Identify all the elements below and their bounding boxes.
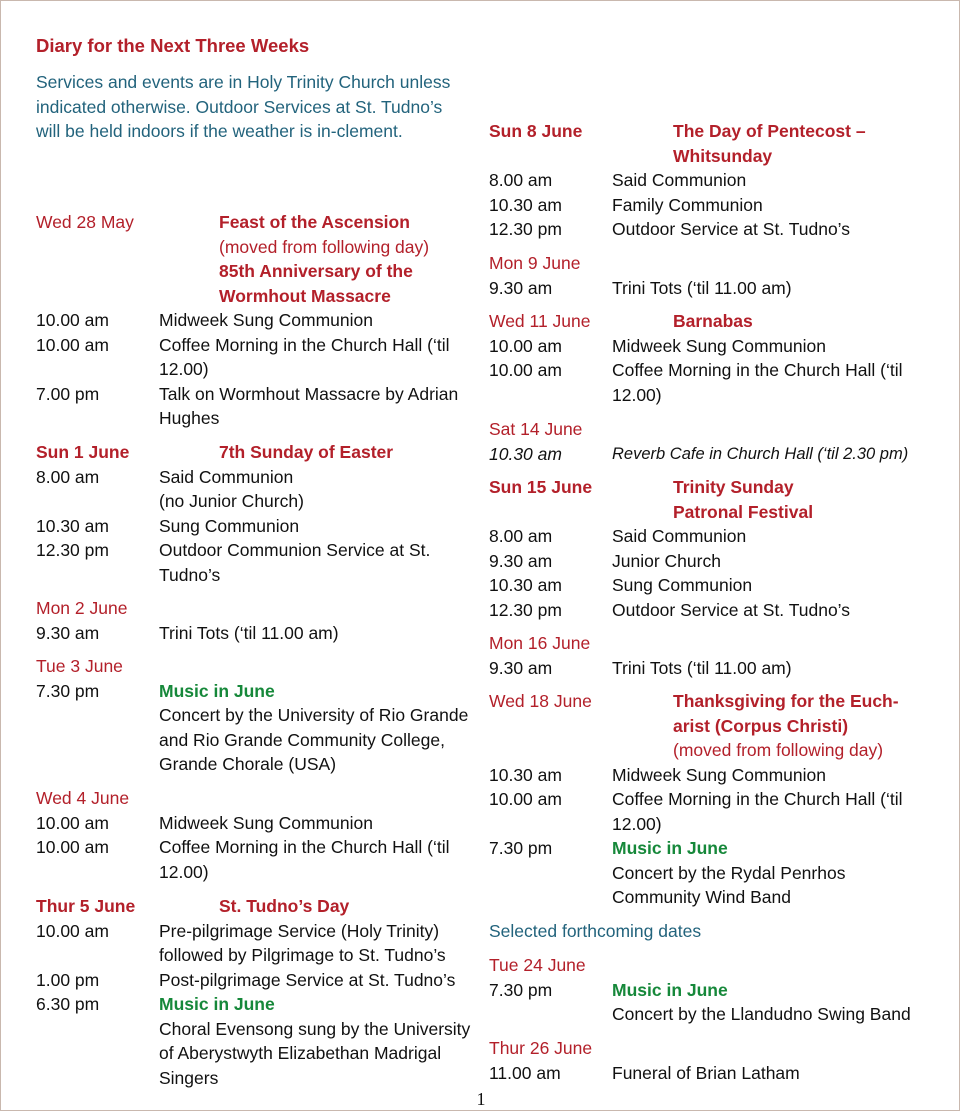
time: 12.30 pm [36, 540, 109, 560]
intro-text: Services and events are in Holy Trinity Church unless indicated otherwise. Outdoor Services at St. Tudno’s will be held indoors if the weather is in-clement. [36, 72, 451, 141]
entry-mon-16-june [489, 631, 934, 680]
selected-forthcoming-heading: Selected forthcoming dates [489, 921, 702, 941]
entry-thur-5-june [36, 894, 476, 1090]
time: 7.30 pm [489, 838, 553, 858]
event-desc: Concert by the Rydal Penrhos Community Wind Band [612, 862, 846, 907]
event-desc: Funeral of Brian Latham [612, 1062, 800, 1083]
event-desc: Talk on Wormhout Massacre by Adrian Hughes [159, 383, 459, 428]
event-title: Patronal Festival [673, 501, 814, 522]
time: 10.00 am [36, 334, 109, 355]
time: 10.00 am [36, 310, 109, 330]
event-desc: Reverb Cafe in Church Hall (‘til 2.30 pm) [612, 444, 909, 463]
page-number: 1 [476, 1089, 486, 1109]
event-desc: Coffee Morning in the Church Hall (‘til 12.00) [612, 360, 903, 405]
time: 8.00 am [489, 170, 553, 190]
day-label: Mon 16 June [489, 633, 591, 653]
time: 10.30 am [36, 515, 109, 536]
event-note: (moved from following day) [673, 740, 884, 760]
day-label: Wed 18 June [489, 691, 592, 711]
time: 10.00 am [489, 789, 562, 809]
day-label: Tue 24 June [489, 955, 586, 975]
entry-mon-9-june [489, 251, 934, 300]
day-label: Sun 8 June [489, 121, 583, 141]
event-desc: Midweek Sung Communion [159, 310, 373, 330]
time: 1.00 pm [36, 969, 100, 990]
time: 11.00 am [489, 1062, 561, 1083]
event-desc: Outdoor Communion Service at St. Tudno’s [159, 540, 431, 585]
day-label: Tue 3 June [36, 656, 123, 676]
time: 10.00 am [489, 335, 562, 356]
event-desc: Outdoor Service at St. Tudno’s [612, 599, 851, 620]
time: 8.00 am [489, 526, 553, 546]
time: 7.00 pm [36, 383, 100, 404]
event-desc: (no Junior Church) [159, 491, 304, 511]
event-desc: Junior Church [612, 550, 721, 571]
day-label: Sun 1 June [36, 442, 130, 462]
time: 10.30 am [489, 194, 562, 215]
event-title: Feast of the Ascension [219, 212, 410, 232]
event-desc: Midweek Sung Communion [612, 335, 826, 356]
entry-sat-14-june [489, 417, 934, 466]
page-title: Diary for the Next Three Weeks [36, 35, 310, 56]
event-desc: Midweek Sung Communion [612, 764, 826, 785]
entry-tue-3-june [36, 654, 476, 777]
time: 12.30 pm [489, 599, 562, 620]
time: 9.30 am [489, 277, 553, 298]
event-title: The Day of Pentecost – Whitsunday [673, 121, 866, 166]
time: 9.30 am [36, 622, 100, 643]
event-note: (moved from following day) [219, 236, 430, 257]
event-title: Barnabas [673, 311, 753, 331]
event-desc: Sung Communion [159, 515, 300, 536]
time: 10.30 am [489, 575, 562, 595]
time: 6.30 pm [36, 994, 100, 1014]
day-label: Wed 11 June [489, 311, 591, 331]
day-label: Wed 4 June [36, 788, 130, 808]
entry-thur-26-june [489, 1036, 934, 1085]
entry-mon-2-june [36, 596, 476, 645]
entry-wed-28-may [36, 210, 476, 431]
event-desc: Family Communion [612, 194, 763, 215]
entry-tue-24-june [489, 953, 934, 1027]
time: 9.30 am [489, 550, 553, 571]
event-desc: Coffee Morning in the Church Hall (‘til 12.00) [159, 837, 450, 882]
entry-wed-4-june [36, 786, 476, 884]
entry-sun-15-june [489, 475, 934, 622]
event-title: 7th Sunday of Easter [219, 442, 394, 462]
time: 10.00 am [36, 920, 109, 941]
time: 10.30 am [489, 764, 562, 785]
time: 9.30 am [489, 657, 553, 678]
entry-wed-11-june [489, 309, 934, 407]
event-desc: Midweek Sung Communion [159, 812, 373, 833]
music-title: Music in June [159, 994, 275, 1014]
day-label: Wed 28 May [36, 212, 134, 232]
time: 7.30 pm [489, 979, 553, 1000]
entry-wed-18-june [489, 689, 934, 910]
event-desc: Choral Evensong sung by the University of Aberystwyth Elizabethan Madrigal Singers [159, 1018, 471, 1088]
time: 10.00 am [36, 812, 109, 833]
event-title: Trinity Sunday [673, 477, 794, 497]
event-desc: Trini Tots (‘til 11.00 am) [612, 657, 792, 678]
event-desc: Said Communion [159, 466, 294, 487]
music-title: Music in June [612, 838, 728, 858]
day-label: Sat 14 June [489, 419, 583, 439]
event-title: Thanksgiving for the Euch-arist (Corpus Christi) [673, 691, 899, 736]
day-label: Mon 2 June [36, 598, 128, 618]
event-desc: Sung Communion [612, 575, 753, 595]
time: 10.00 am [36, 837, 109, 857]
time: 10.00 am [489, 360, 562, 380]
event-desc: Pre-pilgrimage Service (Holy Trinity) followed by Pilgrimage to St. Tudno’s [159, 920, 446, 965]
day-label: Mon 9 June [489, 253, 581, 273]
event-title: 85th Anniversary of the Wormhout Massacre [219, 261, 413, 306]
music-title: Music in June [159, 680, 275, 701]
event-desc: Concert by the University of Rio Grande and Rio Grande Community College, Grande Chorale (USA) [159, 705, 469, 774]
time: 12.30 pm [489, 219, 562, 239]
time: 7.30 pm [36, 680, 100, 701]
entry-sun-1-june [36, 440, 476, 587]
music-title: Music in June [612, 979, 728, 1000]
time: 8.00 am [36, 466, 100, 487]
event-desc: Coffee Morning in the Church Hall (‘til 12.00) [159, 334, 450, 379]
event-desc: Trini Tots (‘til 11.00 am) [159, 622, 339, 643]
event-title: St. Tudno’s Day [219, 896, 350, 916]
day-label: Sun 15 June [489, 477, 593, 497]
entry-sun-8-june [489, 119, 934, 242]
event-desc: Concert by the Llandudno Swing Band [612, 1004, 911, 1024]
event-desc: Trini Tots (‘til 11.00 am) [612, 277, 792, 298]
event-desc: Said Communion [612, 170, 747, 190]
time [36, 489, 159, 514]
event-desc: Coffee Morning in the Church Hall (‘til 12.00) [612, 789, 903, 834]
time: 10.30 am [489, 443, 562, 464]
event-desc: Outdoor Service at St. Tudno’s [612, 219, 851, 239]
day-label: Thur 5 June [36, 896, 136, 916]
event-desc: Said Communion [612, 526, 747, 546]
event-desc: Post-pilgrimage Service at St. Tudno’s [159, 969, 456, 990]
day-label: Thur 26 June [489, 1038, 593, 1058]
